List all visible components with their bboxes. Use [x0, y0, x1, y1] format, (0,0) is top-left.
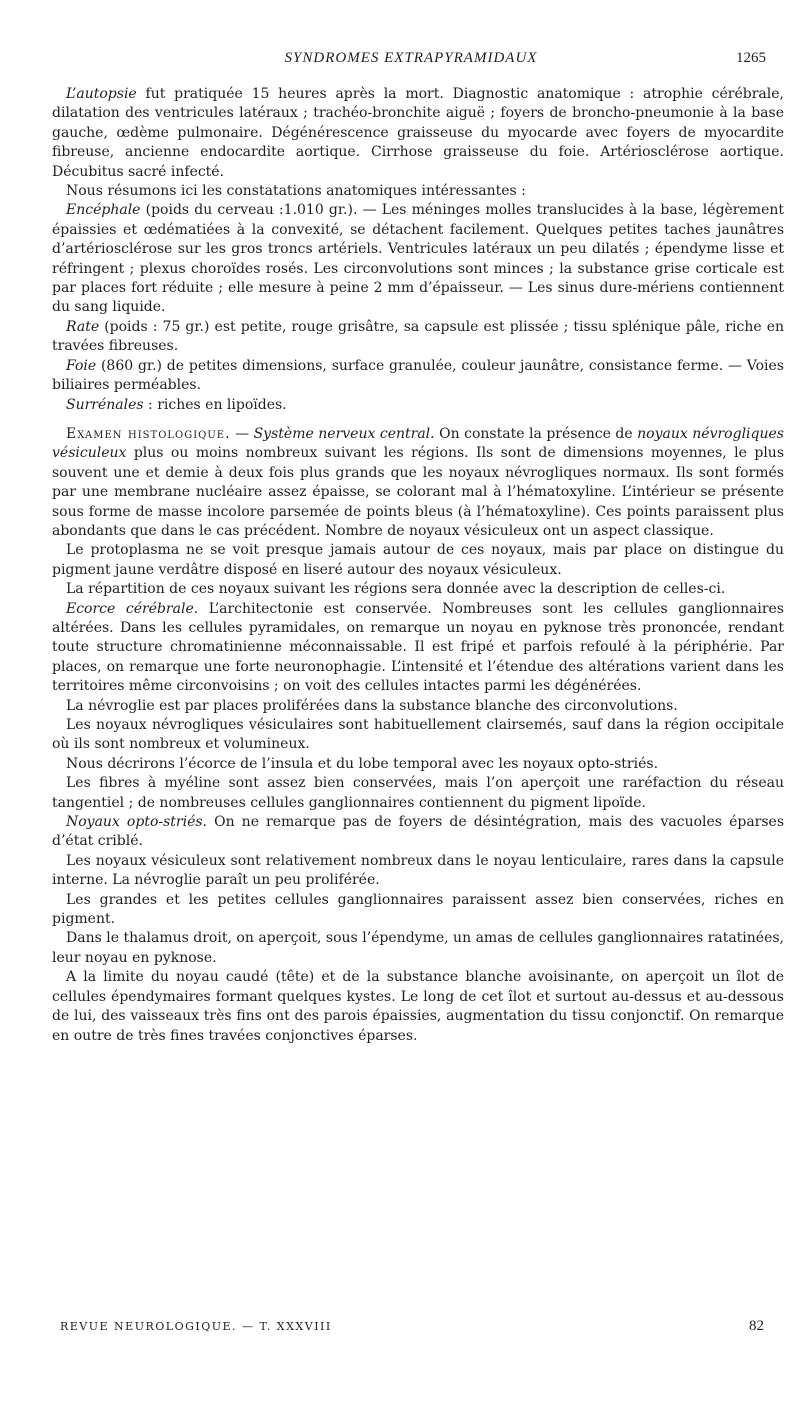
paragraph-resume: Nous résumons ici les constatations anatomiques intéressantes : [66, 183, 526, 200]
paragraph-nevroglie: La névroglie est par places proliférées dans la substance blanche des circonvolutions. [66, 697, 678, 714]
page-footer [60, 1318, 770, 1340]
paragraph-protoplasma: Le protoplasma ne se voit presque jamais autour de ces noyaux, mais par place on distingue du pigment jaune verdâtre disposé en liseré autour des noyaux vésiculeux. [52, 542, 784, 578]
paragraph-noyaux-vesiculeux: Les noyaux vésiculeux sont relativement nombreux dans le noyau lenticulaire, rares dans la capsule interne. La névroglie paraît un peu proliférée. [52, 852, 784, 889]
paragraph-noyau-caude: A la limite du noyau caudé (tête) et de la substance blanche avoisinante, on aperçoit un îlot de cellules épendymaires formant quelques kystes. Le long de cet îlot et surtout au-dessus et au-dessous de lui, des vaisseaux très fins ont des parois épaissies, augmentation du tissu conjonctif. On remarque en outre de très fines travées conjonctives éparses. [52, 969, 784, 1044]
paragraph-autopsie: L’autopsie fut pratiquée 15 heures après la mort. Diagnostic anatomique : atrophie cérébrale, dilatation des ventricules latéraux ; trachéo-bronchite aiguë ; foyers de broncho-pneumonie à la base gauche, œdème pulmonaire. Dégénérescence graisseuse du myocarde avec foyers de myocardite fibreuse, ancienne endocardite aortique. Cirrhose graisseuse du foie. Artériosclérose aortique. Décubitus sacré infecté. [52, 86, 784, 180]
paragraph-foie: Foie (860 gr.) de petites dimensions, surface granulée, couleur jaunâtre, consistance ferme. — Voies biliaires perméables. [52, 357, 784, 394]
signature-number: 82 [749, 1318, 764, 1334]
journal-citation: REVUE NEUROLOGIQUE. — T. XXXVIII [60, 1320, 332, 1333]
paragraph-examen-histologique: Examen histologique. — Système nerveux central. On constate la présence de noyaux névrogliques vésiculeux plus ou moins nombreux suivant les régions. Ils sont de dimensions moyennes, le plus souvent une et demie à deux fois plus grands que les noyaux névrogliques normaux. Ils sont formés par une membrane nucléaire assez épaisse, se colorant mal à l’hématoxyline. L’intérieur se présente sous forme de masse incolore parsemée de points bleus (à l’hématoxyline). Ces points paraissent plus abondants que dans le cas précédent. Nombre de noyaux vésiculeux ont un aspect classique. [52, 425, 784, 539]
paragraph-noyaux-nevrogliques: Les noyaux névrogliques vésiculaires sont habituellement clairsemés, sauf dans la région occipitale où ils sont nombreux et volumineux. [52, 717, 784, 753]
article-body [52, 85, 784, 1046]
paragraph-surrenales: Surrénales : riches en lipoïdes. [66, 396, 287, 413]
paragraph-thalamus: Dans le thalamus droit, on aperçoit, sous l’épendyme, un amas de cellules ganglionnaires ratatinées, leur noyau en pyknose. [52, 930, 784, 966]
paragraph-ecorce: Ecorce cérébrale. L’architectonie est conservée. Nombreuses sont les cellules ganglionnaires altérées. Dans les cellules pyramidales, on remarque un noyau en pyknose très prononcée, rendant toute structure chromatinienne méconnaissable. Il est fripé et parfois refoulé à la périphérie. Par places, on remarque une forte neuronophagie. L’intensité et l’étendue des altérations varient dans les territoires même circonvoisins ; on voit des cellules intactes parmi les dégénérées. [52, 600, 784, 695]
page-header [52, 50, 770, 74]
running-title: SYNDROMES EXTRAPYRAMIDAUX [284, 50, 538, 66]
paragraph-cellules-ganglionnaires: Les grandes et les petites cellules ganglionnaires paraissent assez bien conservées, riches en pigment. [52, 891, 784, 928]
paragraph-noyaux-opto-stries: Noyaux opto-striés. On ne remarque pas de foyers de désintégration, mais des vacuoles éparses d’état criblé. [52, 814, 785, 850]
paragraph-encephale: Encéphale (poids du cerveau :1.010 gr.). — Les méninges molles translucides à la base, légèrement épaissies et œdématiées à la convexité, se détachent facilement. Quelques petites taches jaunâtres d’artériosclérose sur les gros troncs artériels. Ventricules latéraux un peu dilatés ; épendyme lisse et réfringent ; plexus choroïdes rosés. Les circonvolutions sont minces ; la substance grise corticale est par places fort réduite ; elle mesure à peine 2 mm d’épaisseur. — Les sinus dure-mériens contiennent du sang liquide. [52, 202, 784, 316]
paragraph-repartition: La répartition de ces noyaux suivant les régions sera donnée avec la description de celles-ci. [66, 581, 726, 598]
paragraph-rate: Rate (poids : 75 gr.) est petite, rouge grisâtre, sa capsule est plissée ; tissu splénique pâle, riche en travées fibreuses. [52, 318, 784, 355]
page-number: 1265 [736, 50, 766, 66]
paragraph-fibres: Les fibres à myéline sont assez bien conservées, mais l’on aperçoit une raréfaction du réseau tangentiel ; de nombreuses cellules ganglionnaires contiennent du pigment lipoïde. [52, 775, 784, 811]
paragraph-insula: Nous décrirons l’écorce de l’insula et du lobe temporal avec les noyaux opto-striés. [66, 755, 659, 772]
